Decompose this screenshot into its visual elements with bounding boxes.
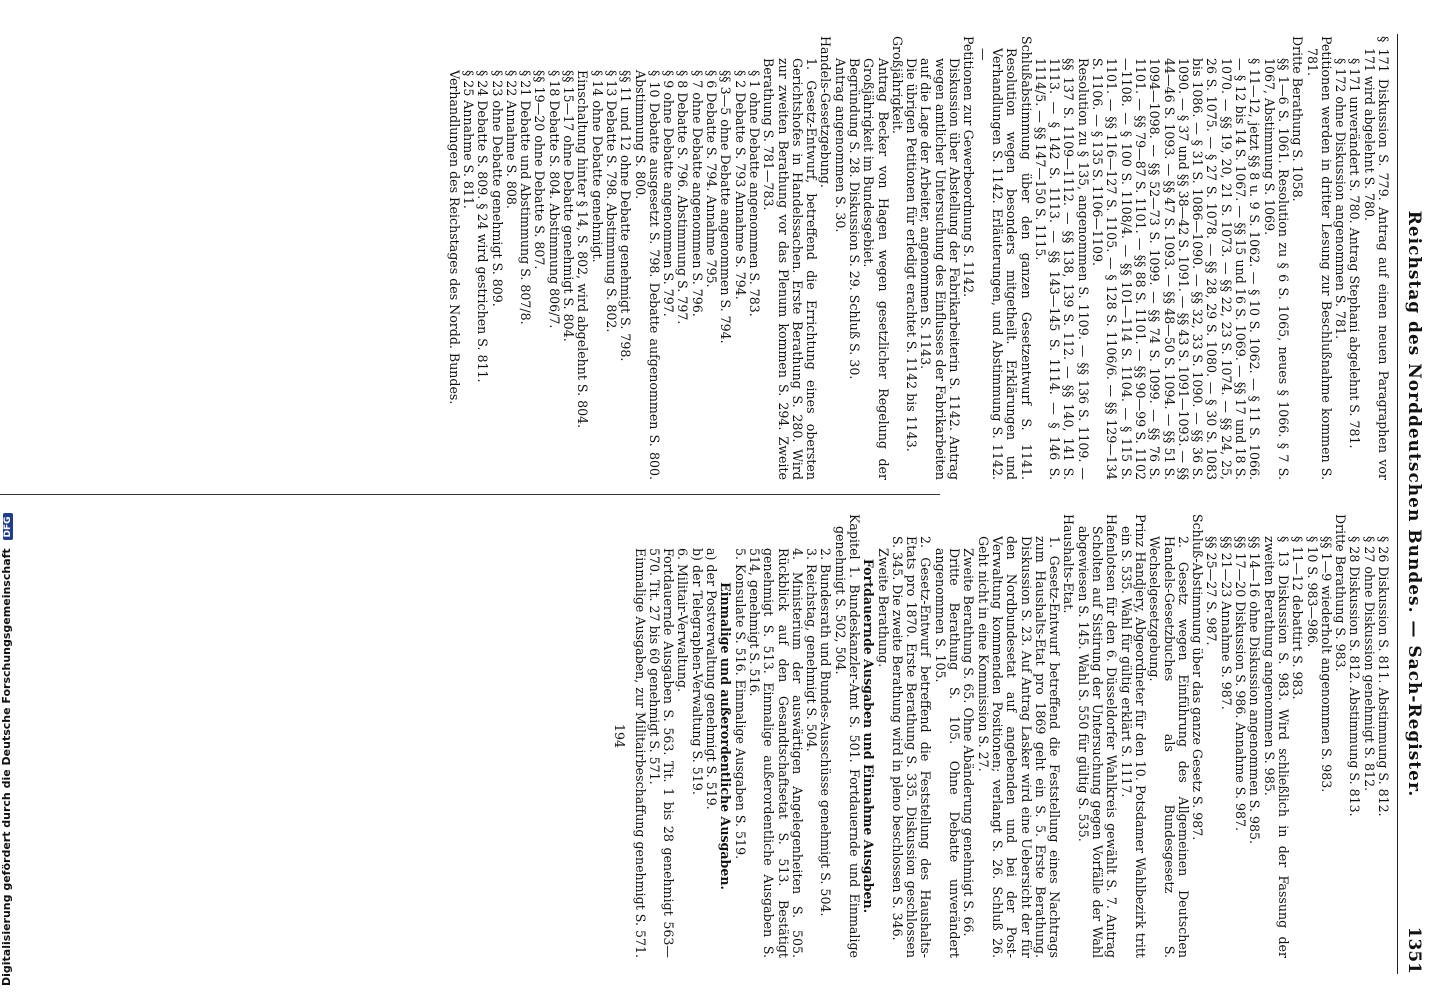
text-line: § 22 Annahme S. 808.: [503, 70, 519, 209]
digitization-note: Digitalisierung gefördert durch die Deutsche Forschungsgemeinschaft: [0, 548, 13, 986]
text-line: § 10 S. 983—986.: [1304, 536, 1320, 648]
text-line: Einschaltung hinter § 14, S. 802, wird abgelehnt S. 804.: [575, 70, 591, 429]
text-line: § 18 Debatte S. 804. Abstimmung 806/7.: [546, 70, 562, 329]
subsection-heading: Fortdauernde Ausgaben und Einnahme Ausgaben.: [861, 558, 877, 914]
text-line: § 9 ohne Debatte angenommen S. 797.: [661, 70, 677, 317]
text-line: Prinz Handjery, Abgeordneter für den 10. Potsdamer Wahlbezirk tritt ein S. 535. Wahl für gültig erklärt S. 1117.: [1118, 514, 1148, 958]
text-line: Zweite Berathung S. 65. Ohne Abänderung genehmigt S. 66.: [961, 548, 977, 937]
text-line: Schluß-Abstimmung über das ganze Gesetz S. 987.: [1190, 514, 1206, 841]
text-line: § 13 Diskussion S. 983. Wird schließlich in der Fassung der zweiten Berathung angenommen S. 985.: [1261, 536, 1291, 958]
text-line: §§ 19—20 ohne Debatte S. 807.: [532, 70, 548, 270]
text-line: Dritte Berathung S. 1058.: [1290, 36, 1306, 202]
text-line: § 24 Debatte S. 809. § 24 wird gestrichen S. 811.: [475, 70, 491, 383]
running-title: Reichstag des Norddeutschen Bundes. — Sach-Register.: [1404, 210, 1424, 798]
text-line: § 6 Debatte S. 794. Annahme 795.: [704, 70, 720, 288]
section-heading: Haushalts-Etat.: [1061, 514, 1077, 614]
text-line: Schlußabstimmung über den ganzen Gesetzentwurf S. 1141. Resolution wegen besonders mitgetheilt. Erklärungen und Verhandlungen S. 1142. Erläuterungen, und Abstimmung S. 1142. —: [975, 36, 1034, 480]
text-line: 1. Gesetz-Entwurf betreffend die Feststellung eines Nachtrags zum Haushalts-Etat pro 1869 geht ein S. 5. Erste Berathung. Diskussion S. 23. Auf Antrag Lasker wird eine Uebersicht der für den Nordbundesetat auf angebenden und bei der Post-Verwaltung kommenden Positionen; verlangt S. 26. Schluß 26. Geht nicht in eine Kommission S. 27.: [975, 536, 1063, 958]
text-line: § 171 Diskussion S. 779. Antrag auf einen neuen Paragraphen vor 171 wird abgelehnt S. 780.: [1361, 36, 1391, 480]
text-line: §§ 15—17 ohne Debatte genehmigt S. 804.: [561, 70, 577, 342]
text-line: Petitionen werden in dritter Lesung zur Beschlußnahme kommen S. 781.: [1304, 36, 1334, 480]
text-line: § 27 ohne Diskussion genehmigt S. 812.: [1361, 536, 1377, 792]
text-line: § 172 ohne Diskussion angenommen S. 781.: [1333, 58, 1349, 340]
section-heading: Handels-Gesetzgebung.: [818, 36, 834, 188]
text-line: §§ 25—27 S. 987.: [1204, 536, 1220, 646]
text-line: §§ 3—5 ohne Debatte angenommen S. 794.: [718, 70, 734, 344]
text-line: § 2 Debatte S. 793 Annahme S. 794.: [732, 70, 748, 300]
text-line: 5. Konsulate S. 516. Einmalige Ausgaben S. 519.: [732, 548, 748, 860]
text-line: §§ 17—20 Diskussion S. 986. Annahme S. 987.: [1233, 536, 1249, 832]
text-line: 6. Militair-Verwaltung.: [675, 548, 691, 693]
text-line: § 13 Debatte S. 798. Abstimmung S. 802.: [603, 70, 619, 333]
text-line: Fortdauernde Ausgaben S. 563. Tit. 1 bis 28 genehmigt 563—570. Tit. 27 bis 60 genehmigt S. 571.: [646, 548, 677, 958]
text-line: a) der Postverwaltung genehmigt S. 519.: [704, 548, 720, 810]
text-line: 1. Gesetz-Entwurf, betreffend die Errichtung eines obersten Gerichtshofes in Handelssachen. Erste Berathung S. 280. Wird zur zweiten Berathung vor das Plenum kommen S. 294. Zweite Berathung S. 781—783.: [761, 58, 820, 480]
text-line: § 25 Annahme S. 811.: [461, 70, 476, 209]
text-line: § 10 Debatte ausgesetzt S. 798. Debatte aufgenommen S. 800. Abstimmung S. 800.: [632, 70, 662, 480]
text-line: § 23 ohne Debatte genehmigt S. 809.: [489, 70, 505, 307]
text-line: Zweite Berathung.: [875, 548, 891, 668]
text-line: § 11—12, jetzt §§ 8 u. 9 S. 1062. — § 10 S. 1062. — § 11 S. 1066. — § 12 bis 14 S. 1067. — §§ 15 und 16 S. 1069. — §§ 17 und 18 S. 1070. — §§ 19, 20, 21 S. 1073. — §§ 22, 23 S. 1074. — §§ 24, 25, 26 S. 1075. — § 27 S. 1078. — §§ 28, 29 S. 1080. — § 30 S. 1083 bis 1086. — § 31 S. 1086—1090. — §§ 32, 33 S. 1090. — §§ 36 S. 1090. — § 37 und §§ 38—42 S. 1091. — §§ 43 S. 1091—1093. — §§ 44—46 S. 1093. — §§ 47 S. 1093. — §§ 48—50 S. 1094. — §§ 51 S. 1094—1098. — §§ 52—73 S. 1099. — §§ 74 S. 1099. — §§ 76 S. 1101. — §§ 79—87 S. 1101. — §§ 88 S. 1101. — §§ 90—99 S. 1102—1108. — § 100 S. 1108/4. — §§ 101—114 S. 1104. — § 115 S. 1101. — §§ 116—127 S. 1105. — § 128 S. 1106/6. — §§ 129—134 S. 1106. — § 135 S. 1106—1109.: [1090, 58, 1263, 480]
text-line: 3. Reichstag, genehmigt S. 504.: [804, 548, 820, 752]
signature-mark: 194: [612, 723, 628, 749]
text-line: § 8 Debatte S. 796. Abstimmung S. 797.: [675, 70, 691, 325]
text-line: Verhandlungen des Reichstages des Nordd. Bundes.: [446, 70, 462, 405]
text-line: § 171 unverändert S. 780. Antrag Stephani abgelehnt S. 781.: [1347, 58, 1363, 449]
text-line: § 28 Diskussion S. 812. Abstimmung S. 813.: [1347, 536, 1363, 817]
left-column: [442, 36, 1390, 480]
text-line: Kapitel 1. Bundeskanzler-Amt S. 501. Fortdauernde und Einmalige genehmigt S. 502, 504.: [832, 514, 863, 958]
text-line: § 26 Diskussion S. 811. Abstimmung S. 812.: [1376, 536, 1391, 817]
column-divider: [0, 494, 940, 495]
text-line: § 11—12 debattirt S. 983.: [1290, 536, 1306, 700]
section-heading: Großjährigkeit.: [889, 36, 905, 134]
text-line: § 1 ohne Debatte angenommen S. 783.: [746, 70, 762, 317]
subsection-heading: Einmalige und außerordentliche Ausgaben.: [718, 582, 734, 890]
text-line: Die übrigen Petitionen für erledigt erachtet S. 1142 bis 1143.: [904, 58, 920, 452]
text-line: Begründung S. 28. Diskussion S. 29. Schluß S. 30.: [847, 58, 863, 380]
text-line: b) der Telegraphen-Verwaltung S. 519.: [689, 548, 705, 795]
text-line: Petitionen zur Gewerbeordnung S. 1142.: [961, 36, 977, 298]
text-line: §§ 14—16 ohne Diskussion angenommen S. 985.: [1247, 536, 1263, 844]
header-rule: [1397, 34, 1398, 974]
digitization-banner: [0, 0, 16, 1000]
text-line: 2. Gesetz-Entwurf betreffend die Feststellung des Haushalts-Etats pro 1870. Erste Berathung S. 335. Diskussion geschlossen S. 345. Die zweite Berathung wird in pleno beschlossen S. 346.: [889, 536, 934, 958]
page-number: 1351: [1404, 926, 1424, 974]
text-line: § 7 ohne Debatte angenommen S. 796.: [689, 70, 705, 317]
text-line: §§ 21—23 Annahme S. 987.: [1218, 536, 1234, 710]
text-line: §§ 1—9 wiederholt angenommen S. 983.: [1318, 536, 1334, 793]
text-line: Hafenlotsen für den 6. Düsseldorfer Wahlkreis gewählt S. 7. Antrag Scholten auf Sistirung der Untersuchung gegen Vorfälle der Wahl abgewiesen S. 145. Wahl S. 550 für gültig S. 535.: [1075, 514, 1120, 958]
page-header: [1398, 34, 1424, 974]
text-line: Antrag Becker von Hagen wegen gesetzlicher Regelung der Großjährigkeit im Bundesgebiet.: [861, 58, 891, 480]
text-line: § 14 ohne Debatte genehmigt.: [589, 70, 605, 263]
text-line: §§ 11 und 12 ohne Debatte genehmigt S. 798.: [618, 70, 634, 362]
text-line: §§ 1—6 S. 1061. Resolution zu § 6 S. 1065, neues § 1066. § 7 S. 1067, Abstimmung S. 1069.: [1261, 58, 1291, 480]
right-column: [612, 514, 1390, 958]
text-line: Resolution zu § 135, angenommen S. 1109. — §§ 136 S. 1109. — §§ 137 S. 1109—1112. — §§ 138, 139 S. 112. — §§ 140, 141 S. 1113. — § 142 S. 1113. — §§ 143—145 S. 1114. — § 146 S. 1114/5. — §§ 147—150 S. 1115.: [1032, 58, 1091, 480]
text-line: 2. Gesetz wegen Einführung des Allgemeinen Deutschen Handels-Gesetzbuches als Bundesgesetz S. Wechselgesetzgebung.: [1147, 536, 1191, 958]
dfg-logo: DFG: [3, 513, 13, 540]
text-line: Antrag angenommen S. 30.: [832, 58, 848, 233]
text-line: Dritte Berathung S. 105. Ohne Debatte unverändert angenommen S. 105.: [932, 548, 963, 958]
text-line: 4. Ministerium der auswärtigen Angelegenheiten S. 505. Rückblick auf den Gesandtschaftsetat S. 513. Bestätigt genehmigt S. 513. Einmalige außerordentliche Ausgaben S. 514, genehmigt S. 516.: [746, 548, 805, 958]
text-line: § 21 Debatte und Abstimmung S. 807/8.: [518, 70, 534, 325]
text-line: Dritte Berathung S. 983.: [1333, 514, 1349, 672]
text-line: Diskussion über Abstellung der Fabrikarbeiterin S. 1142. Antrag wegen amtlicher Untersuchung des Einflusses der Fabrikarbeiten auf die Lage der Arbeiter, angenommen S. 1143.: [918, 58, 963, 480]
text-line: 2. Bundesrath und Bundes-Ausschüsse genehmigt S. 504.: [818, 548, 834, 917]
text-line: Einmalige Ausgaben, zur Militairbeschaffung genehmigt S. 571.: [632, 548, 648, 958]
